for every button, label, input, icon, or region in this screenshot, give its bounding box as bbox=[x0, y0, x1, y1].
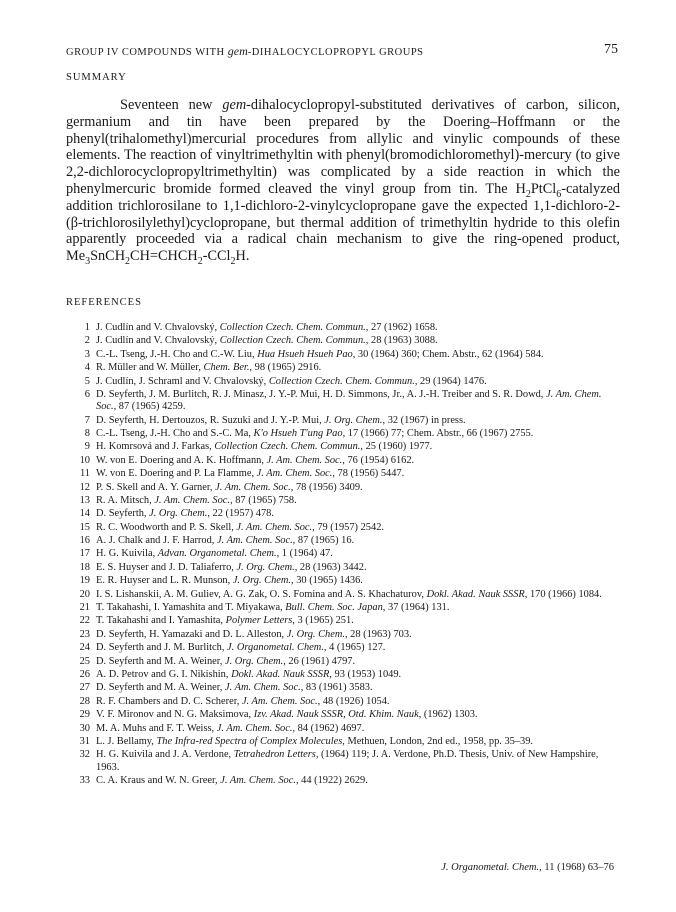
reference-item bbox=[66, 669, 622, 681]
reference-number: 14 bbox=[79, 508, 90, 520]
reference-number: 6 bbox=[84, 388, 90, 400]
reference-details: , 28 (1963) 703. bbox=[344, 628, 412, 640]
reference-authors: T. Takahashi and I. Yamashita, bbox=[96, 615, 226, 627]
reference-list bbox=[66, 322, 622, 788]
reference-source: Tetrahedron Letters bbox=[233, 749, 316, 761]
reference-source: Collection Czech. Chem. Commun. bbox=[219, 322, 366, 333]
reference-details: , 93 (1953) 1049. bbox=[329, 668, 402, 680]
reference-number: 20 bbox=[79, 588, 90, 600]
reference-details: , 26 (1961) 4797. bbox=[283, 655, 356, 667]
reference-source: The Infra-red Spectra of Complex Molecules bbox=[156, 735, 343, 747]
reference-source: J. Am. Chem. Soc. bbox=[241, 695, 318, 707]
reference-details: , 79 (1957) 2542. bbox=[312, 521, 384, 533]
reference-source: Collection Czech. Chem. Commun. bbox=[219, 335, 366, 347]
reference-item bbox=[66, 455, 622, 467]
reference-source: Izv. Akad. Nauk SSSR, Otd. Khim. Nauk bbox=[253, 709, 419, 721]
reference-authors: D. Seyferth, H. Dertouzos, R. Suzuki and J. Y.-P. Mui, bbox=[96, 414, 325, 426]
reference-number: 11 bbox=[79, 468, 90, 480]
reference-item bbox=[66, 495, 622, 507]
reference-details: , 76 (1954) 6162. bbox=[342, 454, 415, 466]
reference-authors: D. Seyferth, bbox=[96, 508, 150, 520]
reference-source: J. Am. Chem. Soc. bbox=[266, 454, 343, 466]
reference-number: 7 bbox=[84, 414, 90, 426]
reference-authors: E. R. Huyser and L. R. Munson, bbox=[96, 575, 233, 587]
journal-footer bbox=[441, 862, 614, 873]
reference-details: , 32 (1967) in press. bbox=[382, 414, 466, 426]
reference-item bbox=[66, 535, 622, 547]
reference-authors: C.-L. Tseng, J.-H. Cho and S.-C. Ma, bbox=[96, 427, 254, 439]
reference-number: 33 bbox=[79, 774, 90, 786]
reference-authors: C. A. Kraus and W. N. Greer, bbox=[96, 774, 221, 786]
reference-source: Advan. Organometal. Chem. bbox=[157, 548, 277, 560]
reference-item bbox=[66, 508, 622, 520]
reference-source: J. Org. Chem. bbox=[225, 655, 284, 667]
reference-source: J. Org. Chem. bbox=[232, 575, 292, 587]
reference-source: Collection Czech. Chem. Commun. bbox=[214, 441, 361, 453]
reference-details: , 28 (1963) 3442. bbox=[294, 561, 367, 573]
reference-item bbox=[66, 656, 622, 668]
reference-number: 5 bbox=[84, 375, 90, 387]
reference-authors: P. S. Skell and A. Y. Garner, bbox=[96, 481, 216, 493]
reference-authors: R. F. Chambers and D. C. Scherer, bbox=[96, 695, 242, 707]
reference-details: , 29 (1964) 1476. bbox=[414, 375, 487, 387]
reference-number: 23 bbox=[79, 628, 90, 640]
reference-item bbox=[66, 682, 622, 694]
reference-authors: J. Cudlín and V. Chvalovský, bbox=[96, 335, 220, 347]
reference-details: , 25 (1960) 1977. bbox=[360, 441, 433, 453]
reference-item bbox=[66, 709, 622, 721]
reference-item bbox=[66, 389, 622, 413]
reference-authors: H. Komrsová and J. Farkas, bbox=[96, 441, 215, 453]
reference-source: J. Am. Chem. Soc. bbox=[216, 722, 293, 734]
reference-number: 25 bbox=[79, 655, 90, 667]
reference-source: J. Am. Chem. Soc. bbox=[236, 521, 313, 533]
running-title: GROUP IV COMPOUNDS WITH gem-DIHALOCYCLOPROPYL GROUPS bbox=[66, 44, 424, 58]
reference-source: J. Am. Chem. Soc. bbox=[220, 774, 296, 786]
reference-source: J. Org. Chem. bbox=[286, 628, 345, 640]
reference-details: , 87 (1965) 4259. bbox=[113, 401, 186, 413]
reference-number: 1 bbox=[84, 322, 90, 333]
reference-source: J. Org. Chem. bbox=[149, 508, 208, 520]
reference-source: J. Am. Chem. Soc. bbox=[154, 494, 231, 506]
reference-item bbox=[66, 482, 622, 494]
reference-details: , 37 (1964) 131. bbox=[382, 602, 450, 614]
reference-authors: J. Cudlín and V. Chvalovský, bbox=[96, 322, 220, 333]
reference-details: , 78 (1956) 3409. bbox=[290, 481, 363, 493]
reference-item bbox=[66, 415, 622, 427]
reference-item bbox=[66, 575, 622, 587]
reference-source: Hua Hsueh Hsueh Pao bbox=[257, 348, 353, 360]
reference-details: , 28 (1963) 3088. bbox=[365, 335, 438, 347]
footer-journal: J. Organometal. Chem. bbox=[441, 862, 540, 873]
reference-number: 8 bbox=[84, 427, 90, 439]
reference-item bbox=[66, 548, 622, 560]
reference-details: , 83 (1961) 3583. bbox=[300, 682, 373, 694]
reference-source: Chem. Ber. bbox=[203, 362, 250, 374]
footer-volume: , 11 (1968) 63–76 bbox=[539, 862, 614, 873]
summary-heading: SUMMARY bbox=[66, 72, 127, 83]
reference-source: J. Organometal. Chem. bbox=[227, 642, 324, 654]
reference-number: 16 bbox=[79, 535, 90, 547]
reference-source: Collection Czech. Chem. Commun. bbox=[268, 375, 415, 387]
reference-source: Dokl. Akad. Nauk SSSR bbox=[231, 668, 330, 680]
reference-source: J. Am. Chem. Soc. bbox=[216, 535, 293, 547]
reference-authors: D. Seyferth and J. M. Burlitch, bbox=[96, 642, 228, 654]
reference-item bbox=[66, 522, 622, 534]
reference-number: 2 bbox=[84, 335, 90, 347]
references-heading: REFERENCES bbox=[66, 297, 142, 308]
reference-source: J. Am. Chem. Soc. bbox=[256, 468, 333, 480]
reference-authors: A. J. Chalk and J. F. Harrod, bbox=[96, 535, 217, 547]
reference-item bbox=[66, 615, 622, 627]
summary-paragraph: Seventeen new gem-dihalocyclopropyl-substituted derivatives of carbon, silicon, germanium and tin have been prepared by the Doering–Hoffmann or the phenyl(trihalomethyl)mercurial procedures from allylic and vinylic compounds of these elements. The reaction of vinyltrimethyltin with phenyl(bromodichloromethyl)-mercury (to give 2,2-dichlorocyclopropyltrimethyltin) was complicated by a side reaction in which the phenylmercuric bromide formed cleaved the vinyl group from tin. The $H_2PtCl_6$-catalyzed addition trichlorosilane to 1,1-dichloro-2-vinylcyclopropane gave the expected 1,1-dichloro-2-(β-trichlorosilylethyl)cyclopropane, but thermal addition of trimethyltin hydride to this olefin apparently proceeded via a radical chain mechanism to give the ring-opened product, $Me_3SnCH_2CH=CHCH_2-CCl_2H$. bbox=[66, 97, 620, 268]
reference-details: , 84 (1962) 4697. bbox=[292, 722, 365, 734]
reference-number: 15 bbox=[79, 521, 90, 533]
reference-number: 13 bbox=[79, 494, 90, 506]
reference-item bbox=[66, 441, 622, 453]
reference-authors: C.-L. Tseng, J.-H. Cho and C.-W. Liu, bbox=[96, 348, 258, 360]
reference-number: 27 bbox=[79, 682, 90, 694]
reference-details: , 27 (1962) 1658. bbox=[365, 322, 438, 333]
reference-number: 21 bbox=[79, 602, 90, 614]
gem-prefix: gem bbox=[227, 44, 248, 58]
reference-authors: E. S. Huyser and J. D. Taliaferro, bbox=[96, 561, 237, 573]
reference-item bbox=[66, 723, 622, 735]
reference-source: J. Org. Chem. bbox=[236, 561, 295, 573]
reference-number: 19 bbox=[79, 575, 90, 587]
reference-source: J. Am. Chem. Soc. bbox=[215, 481, 291, 493]
reference-item bbox=[66, 562, 622, 574]
reference-number: 17 bbox=[79, 548, 90, 560]
reference-authors: H. G. Kuivila, bbox=[96, 548, 158, 560]
reference-number: 9 bbox=[84, 441, 90, 453]
reference-authors: T. Takahashi, I. Yamashita and T. Miyakawa, bbox=[96, 602, 286, 614]
reference-item bbox=[66, 362, 622, 374]
reference-authors: D. Seyferth, H. Yamazaki and D. L. Alleston, bbox=[96, 628, 287, 640]
reference-source: J. Org. Chem. bbox=[324, 414, 383, 426]
reference-authors: R. Müller and W. Müller, bbox=[96, 362, 204, 374]
reference-item bbox=[66, 696, 622, 708]
reference-number: 12 bbox=[79, 481, 90, 493]
reference-authors: R. A. Mitsch, bbox=[96, 494, 155, 506]
reference-item bbox=[66, 376, 622, 388]
reference-authors: J. Cudlín, J. Schraml and V. Chvalovský, bbox=[96, 375, 269, 387]
reference-source: Dokl. Akad. Nauk SSSR bbox=[426, 588, 525, 600]
reference-details: , 48 (1926) 1054. bbox=[317, 695, 390, 707]
reference-details: , 30 (1965) 1436. bbox=[291, 575, 363, 587]
reference-authors: D. Seyferth and M. A. Weiner, bbox=[96, 682, 225, 694]
reference-authors: L. J. Bellamy, bbox=[96, 735, 157, 747]
reference-authors: V. F. Mironov and N. G. Maksimova, bbox=[96, 709, 254, 721]
reference-item bbox=[66, 428, 622, 440]
reference-details: , 87 (1965) 758. bbox=[230, 494, 297, 506]
reference-source: K'o Hsueh T'ung Pao bbox=[253, 427, 343, 439]
reference-authors: I. S. Lishanskii, A. M. Guliev, A. G. Zak, O. S. Fomina and A. S. Khachaturov, bbox=[96, 588, 427, 600]
reference-authors: D. Seyferth, J. M. Burlitch, R. J. Minasz, J. Y.-P. Mui, H. D. Simmons, Jr., A. J.-H. Treiber and S. R. Dowd, bbox=[96, 388, 546, 400]
reference-authors: A. D. Petrov and G. I. Nikishin, bbox=[96, 668, 232, 680]
reference-details: , 98 (1965) 2916. bbox=[249, 362, 322, 374]
reference-item bbox=[66, 322, 622, 334]
reference-details: , (1964) 119; J. A. Verdone, Ph.D. Thesis, Univ. of New Hampshire, 1963. bbox=[96, 749, 599, 773]
reference-number: 30 bbox=[79, 722, 90, 734]
reference-authors: D. Seyferth and M. A. Weiner, bbox=[96, 655, 225, 667]
reference-number: 26 bbox=[79, 668, 90, 680]
reference-details: , 22 (1957) 478. bbox=[207, 508, 274, 520]
reference-item bbox=[66, 589, 622, 601]
reference-details: , 78 (1956) 5447. bbox=[332, 468, 405, 480]
reference-authors: M. A. Muhs and F. T. Weiss, bbox=[96, 722, 217, 734]
reference-item bbox=[66, 736, 622, 748]
reference-details: , 30 (1964) 360; Chem. Abstr., 62 (1964) 584. bbox=[352, 348, 544, 360]
reference-number: 29 bbox=[79, 709, 90, 721]
reference-number: 18 bbox=[79, 561, 90, 573]
reference-item bbox=[66, 749, 622, 773]
reference-authors: W. von E. Doering and P. La Flamme, bbox=[96, 468, 257, 480]
reference-item bbox=[66, 602, 622, 614]
reference-source: J. Am. Chem. Soc. bbox=[96, 388, 602, 413]
reference-authors: R. C. Woodworth and P. S. Skell, bbox=[96, 521, 237, 533]
reference-item bbox=[66, 349, 622, 361]
reference-source: Bull. Chem. Soc. Japan bbox=[285, 602, 383, 614]
reference-authors: H. G. Kuivila and J. A. Verdone, bbox=[96, 749, 234, 761]
reference-details: , 87 (1965) 16. bbox=[292, 535, 355, 547]
reference-details: , 17 (1966) 77; Chem. Abstr., 66 (1967) 2755. bbox=[342, 427, 534, 439]
reference-number: 10 bbox=[79, 454, 90, 466]
reference-source: Polymer Letters bbox=[225, 615, 293, 627]
page-number: 75 bbox=[604, 42, 618, 57]
reference-details: , 1 (1964) 47. bbox=[276, 548, 333, 560]
reference-number: 22 bbox=[79, 615, 90, 627]
reference-number: 24 bbox=[79, 642, 90, 654]
reference-number: 3 bbox=[84, 348, 90, 360]
reference-number: 32 bbox=[79, 749, 90, 761]
reference-item bbox=[66, 629, 622, 641]
reference-details: , Methuen, London, 2nd ed., 1958, pp. 35–39. bbox=[342, 735, 534, 747]
reference-number: 28 bbox=[79, 695, 90, 707]
reference-details: , 4 (1965) 127. bbox=[323, 642, 386, 654]
reference-details: , 170 (1966) 1084. bbox=[524, 588, 602, 600]
reference-item bbox=[66, 775, 622, 787]
reference-source: J. Am. Chem. Soc. bbox=[225, 682, 301, 694]
reference-details: , 3 (1965) 251. bbox=[292, 615, 354, 627]
reference-number: 31 bbox=[79, 735, 90, 747]
reference-item bbox=[66, 642, 622, 654]
running-header bbox=[66, 42, 618, 60]
reference-authors: W. von E. Doering and A. K. Hoffmann, bbox=[96, 454, 267, 466]
reference-details: , (1962) 1303. bbox=[418, 709, 478, 721]
reference-item bbox=[66, 335, 622, 347]
reference-item bbox=[66, 468, 622, 480]
reference-number: 4 bbox=[84, 362, 90, 374]
reference-details: , 44 (1922) 2629. bbox=[295, 774, 368, 786]
